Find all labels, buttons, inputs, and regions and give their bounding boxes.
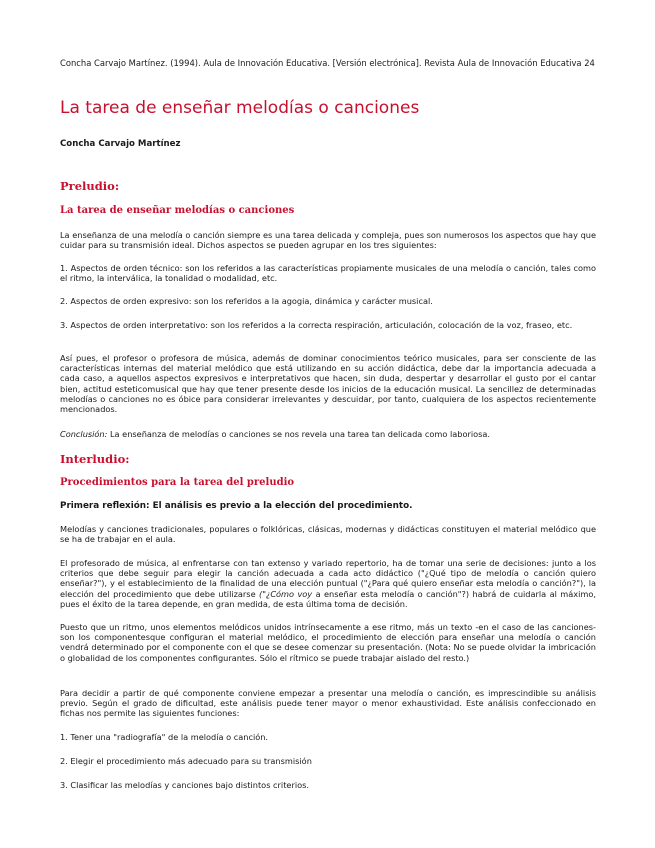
page-title: La tarea de enseñar melodías o canciones: [60, 98, 420, 118]
citation: Concha Carvajo Martínez. (1994). Aula de Innovación Educativa. [Versión electrónica]. Revista Aula de Innovación Educativa 24: [60, 58, 595, 68]
conclusion-label: Conclusión:: [60, 429, 108, 439]
interludio-paragraph: Melodías y canciones tradicionales, populares o folklóricas, clásicas, modernas y didácticas constituyen el material melódico que se ha de trabajar en el aula.: [60, 524, 596, 545]
p2-start: El profesorado de música, al enfrentarse con tan extenso y variado repertorio, ha de tomar una serie de decisiones: junto a los criterios que debe seguir para elegir la canción adecuada a cada acto didáctico ("¿Qué tipo de melodía o canción quiero enseñar?"), y el establecimiento de la finalidad de una elección puntual ("¿Para qué quiero enseñar esta melodía o canción?"), la elección del procedimiento que debe utilizarse: [60, 558, 596, 599]
preludio-conclusion: [60, 429, 596, 439]
aspect-item: 1. Aspectos de orden técnico: son los referidos a las características propiamente musicales de una melodía o canción, tales como el ritmo, la interválica, la tonalidad o modalidad, etc.: [60, 263, 596, 284]
author: Concha Carvajo Martínez: [60, 139, 181, 149]
conclusion-text: La enseñanza de melodías o canciones se nos revela una tarea tan delicada como laboriosa.: [107, 429, 491, 439]
p2-italic: ("¿Cómo voy: [259, 588, 313, 599]
aspect-item: 3. Aspectos de orden interpretativo: son los referidos a la correcta respiración, articulación, colocación de la voz, fraseo, etc.: [60, 320, 573, 330]
function-item: 1. Tener una "radiografía" de la melodía o canción.: [60, 732, 269, 742]
p2-end: a enseñar esta melodía o canción"?) habrá de cuidarla al máximo, pues el éxito de la tarea depende, en gran medida, de esta última toma de decisión.: [60, 588, 596, 609]
interludio-heading: Interludio:: [60, 452, 130, 466]
interludio-paragraph: [60, 558, 596, 609]
preludio-summary: Así pues, el profesor o profesora de música, además de dominar conocimientos teórico musicales, para ser consciente de las características internas del material melódico que está utilizando en su acción didáctica, debe dar la importancia adecuada a cada caso, a aquellos aspectos expresivos e interpretativos que hacen, sin duda, despertar y desarrollar el gusto por el cantar bien, actitud esteticomusical que hay que tener presente desde los inicios de la educación musical. La sencillez de determinadas melodías o canciones no es óbice para considerar irrelevantes y descuidar, por tanto, cualquiera de los aspectos recientemente mencionados.: [60, 353, 596, 415]
interludio-subheading: Procedimientos para la tarea del preludio: [60, 477, 295, 488]
aspect-item: 2. Aspectos de orden expresivo: son los referidos a la agogia, dinámica y carácter musical.: [60, 296, 433, 306]
preludio-intro: La enseñanza de una melodía o canción siempre es una tarea delicada y compleja, pues son numerosos los aspectos que hay que cuidar para su transmisión ideal. Dichos aspectos se pueden agrupar en los tres siguientes:: [60, 230, 596, 251]
interludio-paragraph: Para decidir a partir de qué componente conviene empezar a presentar una melodía o canción, es imprescindible su análisis previo. Según el grado de dificultad, este análisis puede tener mayor o menor exhaustividad. Este análisis confeccionado en fichas nos permite las siguientes funciones:: [60, 688, 596, 719]
interludio-paragraph: Puesto que un ritmo, unos elementos melódicos unidos intrínsecamente a ese ritmo, más un texto -en el caso de las canciones- son los componentesque configuran el material melódico, el procedimiento de elección para enseñar una melodía o canción vendrá determinado por el componente con el que se desee comenzar su presentación. (Nota: No se puede olvidar la imbricación o globalidad de los componentes configurantes. Sólo el rítmico se puede trabajar aislado del resto.): [60, 622, 596, 663]
preludio-subheading: La tarea de enseñar melodías o canciones: [60, 205, 295, 216]
function-item: 2. Elegir el procedimiento más adecuado para su transmisión: [60, 756, 312, 766]
function-item: 3. Clasificar las melodías y canciones bajo distintos criterios.: [60, 780, 309, 790]
reflection-heading: Primera reflexión: El análisis es previo a la elección del procedimiento.: [60, 501, 413, 511]
preludio-heading: Preludio:: [60, 179, 120, 193]
